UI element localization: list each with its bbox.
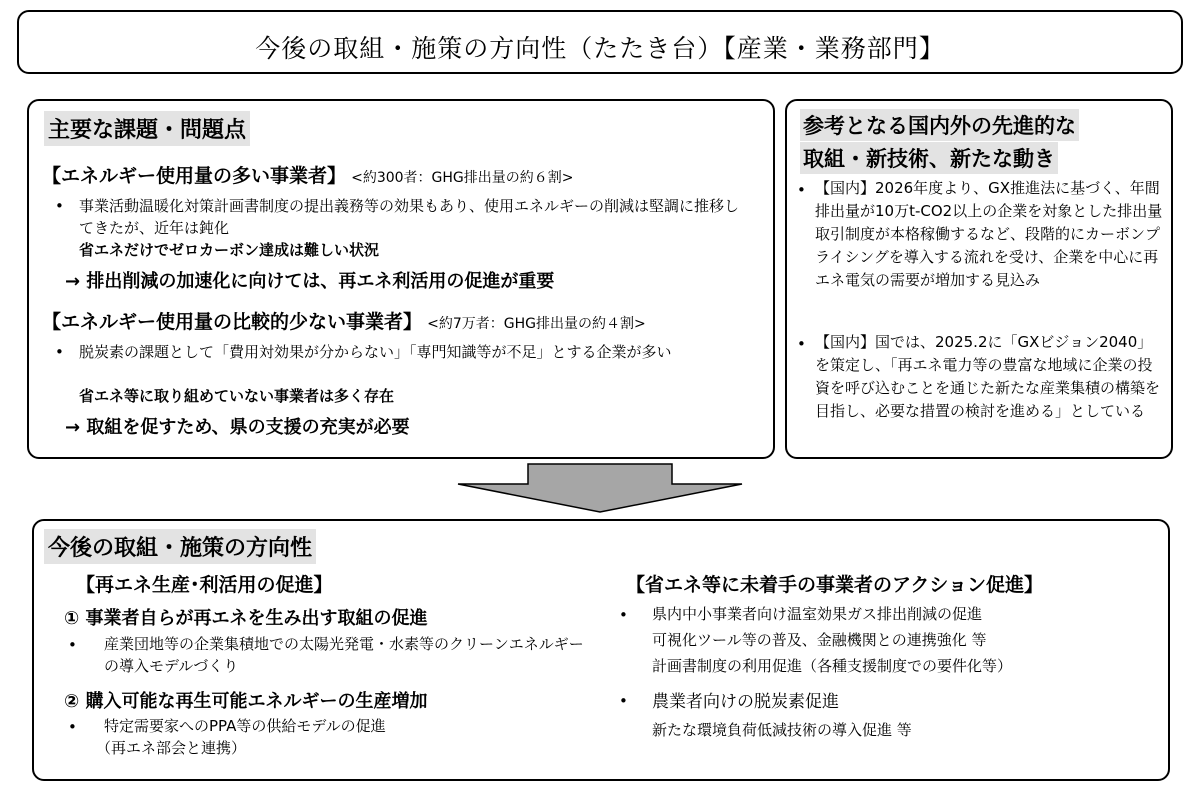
page-title: 今後の取組・施策の方向性（たたき台）【産業・業務部門】 bbox=[255, 34, 945, 63]
direction-heading: 今後の取組・施策の方向性 bbox=[44, 529, 316, 564]
down-arrow-icon bbox=[455, 462, 745, 514]
large-users-title: 【エネルギー使用量の多い事業者】 bbox=[42, 165, 347, 187]
reference-item-2: 【国内】国では、2025.2に「GXビジョン2040」を策定し、「再エネ電力等の豊富な地域に企業の投資を呼び込むことを通じた新たな産業集積の構築を目指し、必要な措置の検討を進める」としている bbox=[815, 333, 1161, 420]
small-users-bullet: 脱炭素の課題として「費用対効果が分からない」「専門知識等が不足」とする企業が多い bbox=[79, 343, 672, 361]
reference-heading-line2: 取組・新技術、新たな動き bbox=[800, 142, 1058, 174]
reference-heading-line1: 参考となる国内外の先進的な bbox=[800, 109, 1079, 141]
small-users-sub: <約7万者：GHG排出量の約４割> bbox=[427, 316, 646, 332]
renewables-item1-title: ① 事業者自らが再エネを生み出す取組の促進 bbox=[64, 608, 428, 629]
action-item1-title: 県内中小事業者向け温室効果ガス排出削減の促進 bbox=[652, 605, 983, 623]
action-item2-title: 農業者向けの脱炭素促進 bbox=[652, 692, 839, 712]
renewables-item1-bullet: 産業団地等の企業集積地での太陽光発電・水素等のクリーンエネルギーの導入モデルづくり bbox=[104, 635, 584, 675]
small-users-conclusion: → 取組を促すため、県の支援の充実が必要 bbox=[65, 417, 410, 438]
renewables-item2-bullet-line2: （再エネ部会と連携） bbox=[96, 739, 247, 757]
renewables-item2-title: ② 購入可能な再生可能エネルギーの生産増加 bbox=[64, 691, 428, 712]
bullet-icon: • bbox=[55, 197, 64, 215]
action-heading: 【省エネ等に未着手の事業者のアクション促進】 bbox=[626, 574, 1044, 596]
bullet-icon: • bbox=[68, 718, 77, 736]
small-users-title: 【エネルギー使用量の比較的少ない事業者】 bbox=[42, 311, 423, 333]
action-item1-line2: 可視化ツール等の普及、金融機関との連携強化 等 bbox=[652, 631, 987, 649]
large-users-sub: <約300者：GHG排出量の約６割> bbox=[351, 170, 574, 186]
bullet-icon: • bbox=[55, 343, 64, 361]
bullet-icon: • bbox=[68, 636, 77, 654]
issues-heading: 主要な課題・問題点 bbox=[44, 111, 250, 146]
small-users-bold-line: 省エネ等に取り組めていない事業者は多く存在 bbox=[79, 387, 395, 405]
bullet-icon: • bbox=[797, 181, 806, 199]
bullet-icon: • bbox=[619, 692, 628, 710]
action-item2-line2: 新たな環境負荷低減技術の導入促進 等 bbox=[652, 721, 912, 739]
reference-item-1: 【国内】2026年度より、GX推進法に基づく、年間排出量が10万t-CO2以上の企業を対象とした排出量取引制度が本格稼働するなど、段階的にカーボンプライシングを導入する流れを受け、企業を中心に再エネ電気の需要が増加する見込み bbox=[815, 179, 1163, 289]
issues-box bbox=[27, 99, 775, 459]
large-users-bold-line: 省エネだけでゼロカーボン達成は難しい状況 bbox=[79, 241, 380, 259]
bullet-icon: • bbox=[797, 335, 806, 353]
reference-box bbox=[785, 99, 1173, 459]
renewables-item2-bullet-line1: 特定需要家へのPPA等の供給モデルの促進 bbox=[104, 717, 386, 735]
action-item1-line3: 計画書制度の利用促進（各種支援制度での要件化等） bbox=[652, 657, 1013, 675]
direction-box bbox=[32, 519, 1170, 781]
large-users-conclusion: → 排出削減の加速化に向けては、再エネ利活用の促進が重要 bbox=[65, 271, 555, 292]
bullet-icon: • bbox=[619, 606, 628, 624]
large-users-bullet: 事業活動温暖化対策計画書制度の提出義務等の効果もあり、使用エネルギーの削減は堅調に推移してきたが、近年は鈍化 bbox=[79, 197, 740, 237]
small-users-heading bbox=[42, 307, 646, 334]
title-box bbox=[17, 10, 1183, 74]
renewables-heading: 【再エネ生産･利活用の促進】 bbox=[76, 574, 333, 596]
large-users-heading bbox=[42, 161, 574, 188]
